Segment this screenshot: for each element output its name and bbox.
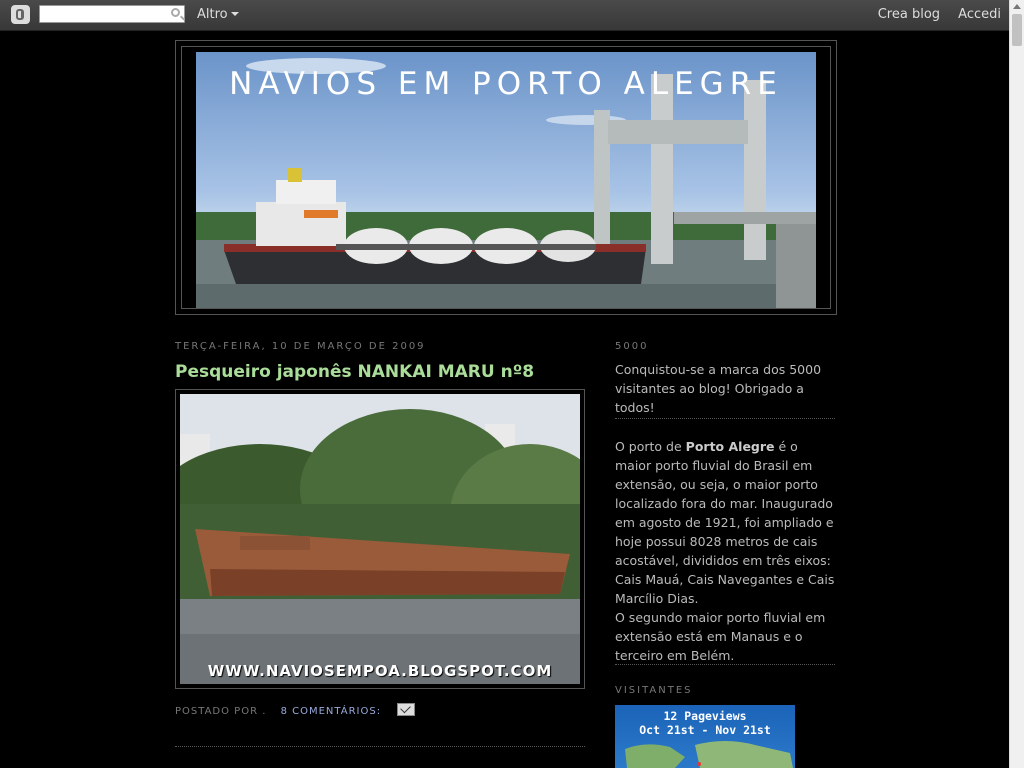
port-text-part1: O porto de: [615, 439, 686, 454]
pageviews-range: Oct 21st - Nov 21st: [639, 723, 771, 737]
post-date-header: TERÇA-FEIRA, 10 DE MARÇO DE 2009: [175, 341, 426, 352]
page-scrollbar[interactable]: [1009, 0, 1024, 768]
sidebar-divider: [615, 664, 835, 665]
port-description: [615, 437, 837, 665]
visitor-map-widget[interactable]: [615, 705, 795, 768]
more-menu-button[interactable]: [197, 7, 239, 22]
port-text-part3: O segundo maior porto fluvial em extensão está em Manaus e o terceiro em Belém.: [615, 610, 826, 663]
more-menu-label: Altro: [197, 7, 228, 22]
visitors-heading: VISITANTES: [615, 685, 693, 696]
sign-in-link[interactable]: Accedi: [958, 7, 1001, 22]
blogger-logo-icon[interactable]: [11, 5, 30, 24]
scroll-thumb[interactable]: [1012, 14, 1022, 46]
widget-5000-heading: 5000: [615, 341, 649, 352]
post-divider: [175, 746, 585, 747]
port-name-bold: Porto Alegre: [685, 439, 775, 454]
search-input[interactable]: [43, 10, 163, 24]
pageviews-count: 12 Pageviews: [663, 709, 747, 723]
scroll-up-arrow-icon[interactable]: [1013, 4, 1021, 9]
port-text-part2: é o maior porto fluvial do Brasil em extensão, ou seja, o maior porto localizado fora do mar. Inaugurado em agosto de 1921, foi ampliado e hoje possui 8028 metros de cais acostável, divididos em três eixos: Cais Mauá, Cais Navegantes e Cais Marcílio Dias.: [615, 439, 835, 606]
search-icon[interactable]: [171, 8, 180, 17]
email-post-icon[interactable]: [397, 703, 415, 716]
comments-link[interactable]: 8 COMENTÁRIOS:: [280, 706, 382, 717]
blogger-navbar: [0, 0, 1009, 31]
blog-title[interactable]: NAVIOS EM PORTO ALEGRE: [229, 66, 783, 102]
navbar-right-links: [864, 7, 1001, 22]
post-title-link[interactable]: Pesqueiro japonês NANKAI MARU nº8: [175, 362, 535, 382]
sidebar-divider: [615, 418, 835, 419]
widget-5000-text: Conquistou-se a marca dos 5000 visitantes ao blog! Obrigado a todos!: [615, 362, 822, 415]
post-photo-illustration: [180, 394, 580, 684]
header-image[interactable]: [196, 52, 816, 308]
image-watermark: WWW.NAVIOSEMPOA.BLOGSPOT.COM: [207, 662, 553, 680]
post-footer: [175, 703, 415, 717]
create-blog-link[interactable]: Crea blog: [877, 7, 941, 22]
posted-by-label: POSTADO POR .: [175, 706, 267, 717]
post-image[interactable]: [180, 394, 580, 684]
caret-down-icon: [231, 12, 239, 16]
navbar-search-box: [39, 5, 185, 23]
